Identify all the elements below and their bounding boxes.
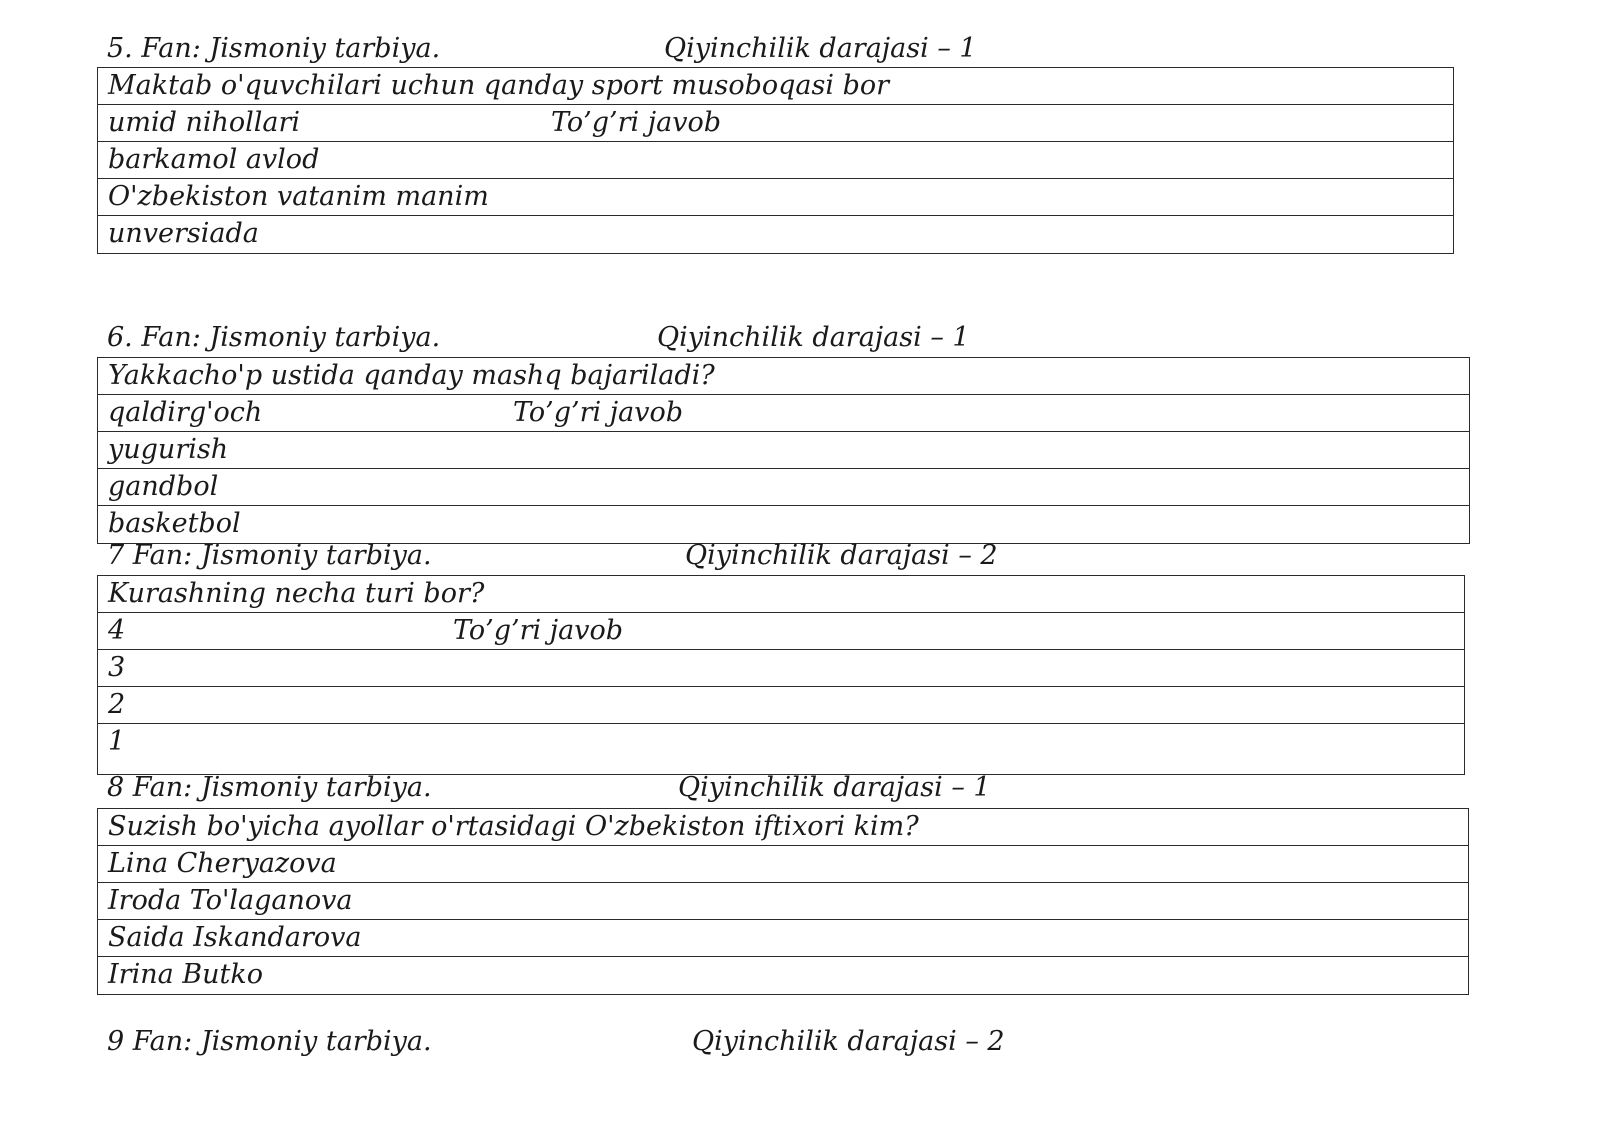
answer-text: Irina Butko [108, 959, 263, 990]
question-5-header [107, 33, 1507, 67]
answer-text: Iroda To'laganova [108, 885, 353, 916]
question-6-header [107, 322, 1507, 356]
difficulty-label: Qiyinchilik darajasi – 1 [657, 322, 970, 353]
answer-row [98, 506, 1469, 543]
question-text: Maktab o'quvchilari uchun qanday sport musoboqasi bor [108, 70, 890, 101]
answer-row [98, 105, 1453, 142]
answer-text: 1 [108, 726, 126, 757]
answer-row [98, 920, 1468, 957]
answer-row [98, 395, 1469, 432]
question-8-header [107, 772, 1507, 806]
answer-row [98, 650, 1464, 687]
difficulty-label: Qiyinchilik darajasi – 2 [685, 540, 998, 571]
subject-label: 8 Fan: Jismoniy tarbiya. [107, 772, 432, 803]
answer-text: Lina Cheryazova [108, 848, 337, 879]
question-row [98, 358, 1469, 395]
question-text: Yakkacho'p ustida qanday mashq bajariladi? [108, 360, 715, 391]
answer-row [98, 432, 1469, 469]
question-5-table [97, 67, 1454, 254]
answer-text: unversiada [108, 218, 259, 249]
difficulty-label: Qiyinchilik darajasi – 1 [678, 772, 991, 803]
answer-row [98, 883, 1468, 920]
difficulty-label: Qiyinchilik darajasi – 1 [664, 33, 977, 64]
answer-text: umid nihollari [108, 107, 301, 138]
answer-row [98, 216, 1453, 253]
answer-row [98, 687, 1464, 724]
answer-row [98, 846, 1468, 883]
subject-label: 9 Fan: Jismoniy tarbiya. [107, 1026, 432, 1057]
answer-text: qaldirg'och [108, 397, 263, 428]
answer-row [98, 179, 1453, 216]
answer-row [98, 469, 1469, 506]
question-row [98, 809, 1468, 846]
correct-answer-label: To’g’ri javob [551, 107, 722, 138]
question-7-header [107, 540, 1507, 574]
answer-text: 3 [108, 652, 126, 683]
subject-label: 7 Fan: Jismoniy tarbiya. [107, 540, 432, 571]
correct-answer-label: To’g’ri javob [513, 397, 684, 428]
answer-text: Saida Iskandarova [108, 922, 362, 953]
answer-text: 2 [108, 689, 126, 720]
question-text: Suzish bo'yicha ayollar o'rtasidagi O'zbekiston iftixori kim? [108, 811, 919, 842]
question-row [98, 576, 1464, 613]
question-row [98, 68, 1453, 105]
answer-text: yugurish [108, 434, 229, 465]
answer-text: O'zbekiston vatanim manim [108, 181, 489, 212]
answer-row [98, 142, 1453, 179]
question-9-header [107, 1026, 1507, 1060]
subject-label: 6. Fan: Jismoniy tarbiya. [107, 322, 441, 353]
answer-row [98, 724, 1464, 774]
subject-label: 5. Fan: Jismoniy tarbiya. [107, 33, 441, 64]
correct-answer-label: To’g’ri javob [453, 615, 624, 646]
question-8-table [97, 808, 1469, 995]
question-text: Kurashning necha turi bor? [108, 578, 485, 609]
answer-text: 4 [108, 615, 126, 646]
answer-text: barkamol avlod [108, 144, 320, 175]
answer-text: gandbol [108, 471, 219, 502]
answer-row [98, 613, 1464, 650]
answer-text: basketbol [108, 508, 241, 539]
question-6-table [97, 357, 1470, 544]
difficulty-label: Qiyinchilik darajasi – 2 [692, 1026, 1005, 1057]
question-7-table [97, 575, 1465, 775]
answer-row [98, 957, 1468, 994]
